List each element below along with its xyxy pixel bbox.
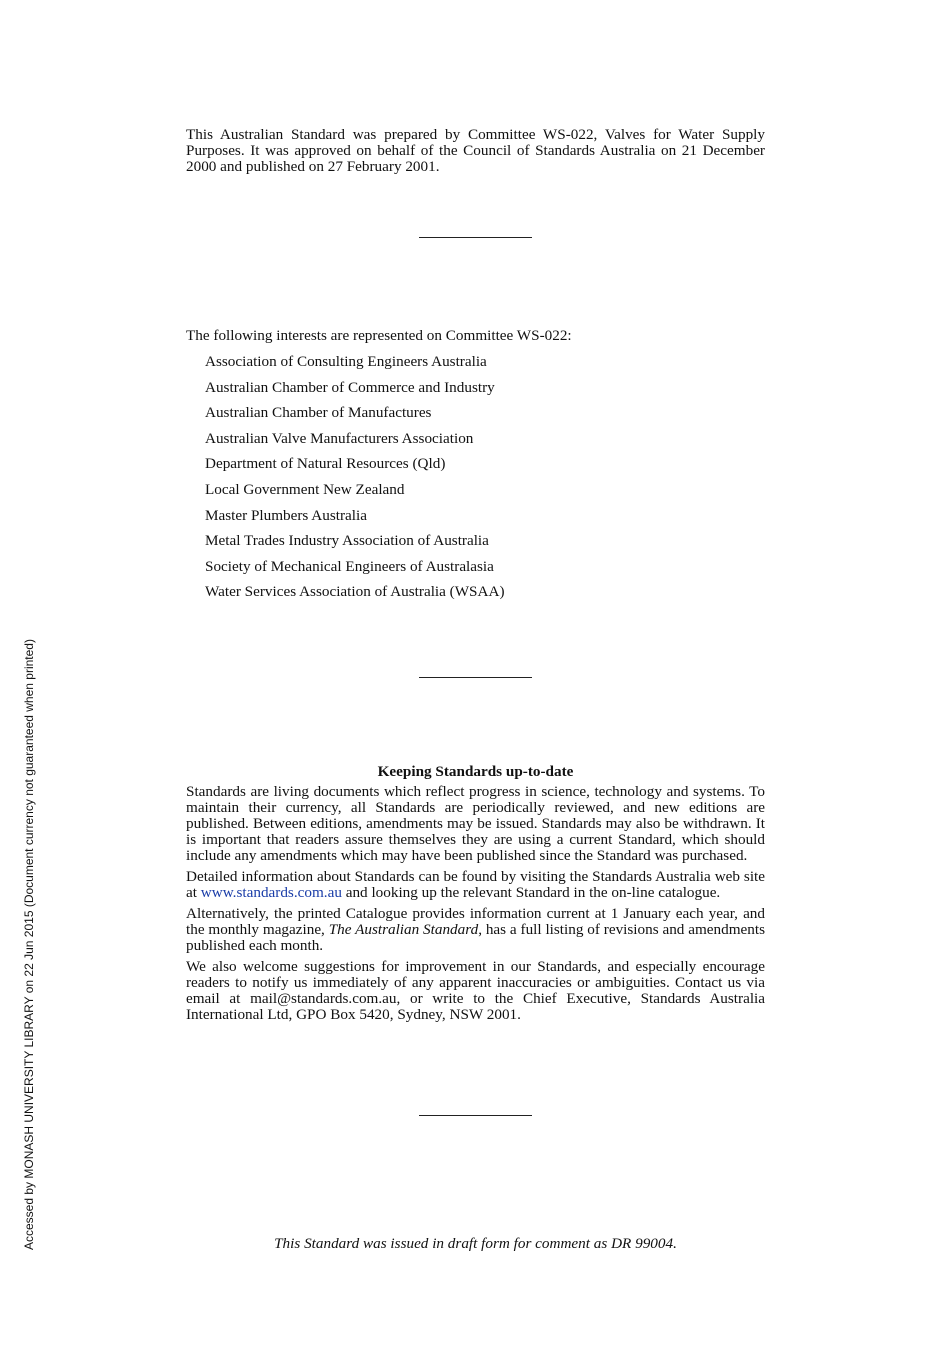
list-item: Water Services Association of Australia (WSAA) [205, 583, 505, 601]
list-item: Australian Chamber of Commerce and Industry [205, 378, 495, 396]
preparation-text: This Australian Standard was prepared by Committee WS-022, Valves for Water Supply Purposes. It was approved on behalf of the Council of Standards Australia on 21 December 2000 and published on 27 February 2001. [186, 126, 765, 175]
list-item: Society of Mechanical Engineers of Australasia [205, 557, 494, 575]
magazine-title: The Australian Standard [328, 921, 479, 938]
section-heading: Keeping Standards up-to-date [377, 763, 574, 780]
paragraph: We also welcome suggestions for improvement in our Standards, and especially encourage readers to notify us immediately of any apparent inaccuracies or ambiguities. Contact us via email at mail@standards.com.au, or write to the Chief Executive, Standards Australia International Ltd, GPO Box 5420, Sydney, NSW 2001. [186, 958, 765, 1023]
paragraph-text: Detailed information about Standards can be found by visiting the Standards Australia web site at [186, 868, 765, 901]
paragraph [186, 869, 765, 901]
list-item: Local Government New Zealand [205, 480, 405, 498]
list-item: Metal Trades Industry Association of Australia [205, 532, 489, 550]
divider [419, 677, 532, 678]
access-stamp: Accessed by MONASH UNIVERSITY LIBRARY on 22 Jun 2015 (Document currency not guaranteed when printed) [22, 639, 36, 1250]
preparation-statement [186, 127, 765, 175]
list-item: Australian Valve Manufacturers Association [205, 429, 474, 447]
paragraph-text: and looking up the relevant Standard in the on-line catalogue. [341, 884, 721, 901]
divider [419, 1115, 532, 1116]
committee-intro: The following interests are represented on Committee WS-022: [186, 327, 572, 344]
keeping-up-to-date-body [186, 784, 765, 1028]
paragraph-text: Alternatively, the printed Catalogue provides information current at 1 January each year, and the monthly magazine, [186, 905, 765, 938]
list-item: Australian Chamber of Manufactures [205, 404, 432, 422]
list-item: Association of Consulting Engineers Australia [205, 353, 487, 370]
paragraph-text: , has a full listing of revisions and amendments published each month. [186, 921, 765, 954]
list-item: Department of Natural Resources (Qld) [205, 455, 446, 473]
draft-note: This Standard was issued in draft form for comment as DR 99004. [274, 1235, 677, 1252]
committee-interest-list [205, 353, 505, 609]
list-item: Master Plumbers Australia [205, 506, 367, 524]
website-link[interactable]: www.standards.com.au [200, 884, 342, 901]
paragraph [186, 906, 765, 954]
paragraph: Standards are living documents which reflect progress in science, technology and systems. To maintain their currency, all Standards are periodically reviewed, and new editions are published. Between editions, amendments may be issued. Standards may also be withdrawn. It is important that readers assure themselves they are using a current Standard, which should include any amendments which may have been published since the Standard was purchased. [186, 783, 765, 864]
divider [419, 237, 532, 238]
